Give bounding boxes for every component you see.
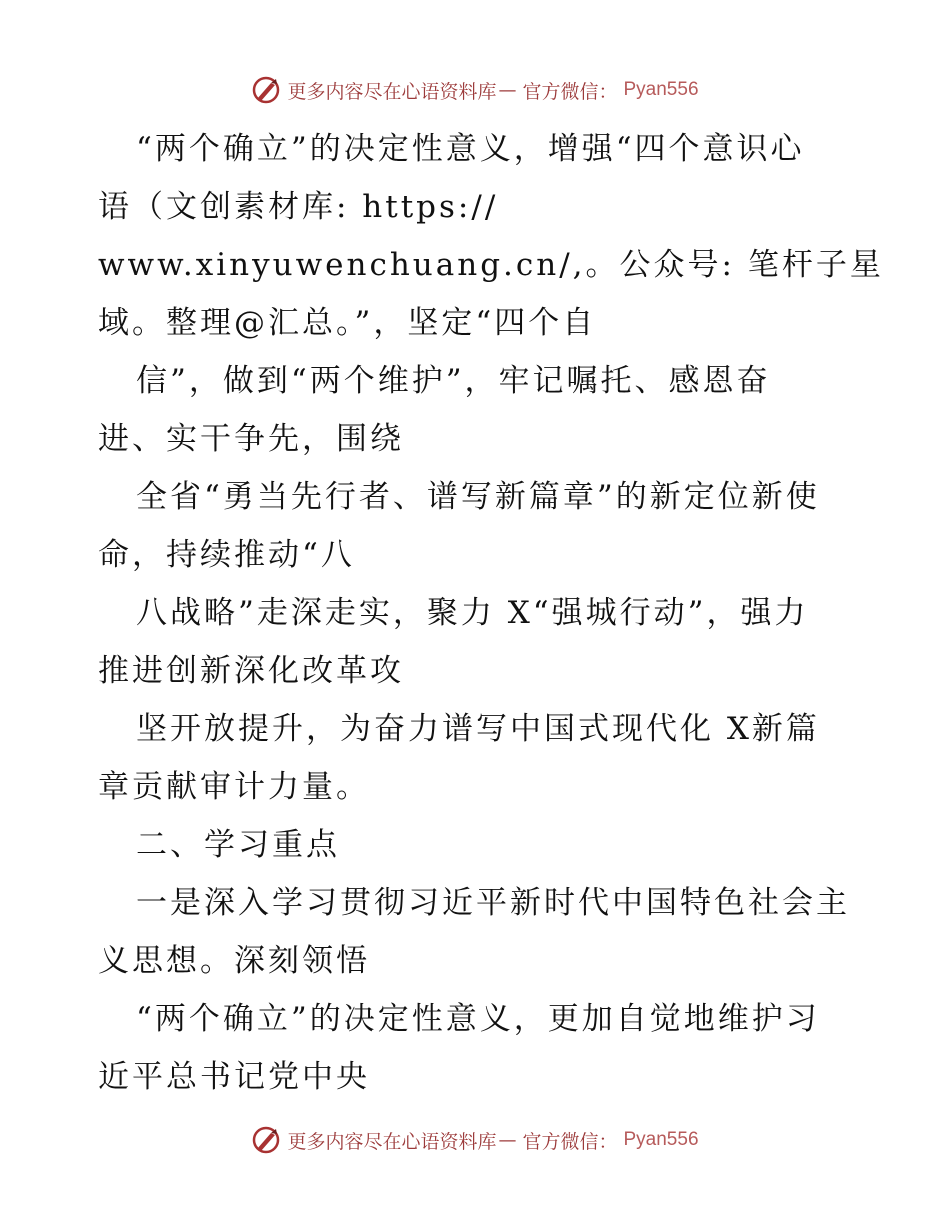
banner-label: 官方微信： xyxy=(522,1130,618,1153)
section-heading: 二、学习重点 xyxy=(136,827,340,863)
body-line: 八战略”走深走实，聚力 X“强城行动”，强力 xyxy=(136,595,809,631)
body-line: “两个确立”的决定性意义，增强“四个意识心 xyxy=(136,131,805,167)
body-line: 坚开放提升，为奋力谱写中国式现代化 X新篇 xyxy=(136,711,820,747)
body-line: 一是深入学习贯彻习近平新时代中国特色社会主 xyxy=(136,885,850,921)
banner-handle: Pyan556 xyxy=(623,1129,699,1150)
body-line: 域。整理@汇总。”，坚定“四个自 xyxy=(98,305,597,341)
footer-banner xyxy=(0,1120,950,1160)
body-line: 章贡献审计力量。 xyxy=(98,769,370,805)
pen-logo-icon xyxy=(251,75,281,105)
banner-label: 官方微信： xyxy=(522,80,618,103)
body-line: 近平总书记党中央 xyxy=(98,1059,370,1095)
body-line: www.xinyuwenchuang.cn/,。公众号: 笔杆子星 xyxy=(98,247,884,283)
body-line: 全省“勇当先行者、谱写新篇章”的新定位新使 xyxy=(136,479,820,515)
pen-logo-icon xyxy=(251,1125,281,1155)
banner-dash: — xyxy=(498,1129,517,1151)
banner-text: 更多内容尽在心语资料库 xyxy=(287,80,497,103)
body-line: 命，持续推动“八 xyxy=(98,537,355,573)
document-body xyxy=(98,120,884,1106)
body-line: 语（文创素材库: https:// xyxy=(98,189,499,225)
header-banner xyxy=(0,70,950,110)
banner-handle: Pyan556 xyxy=(623,79,699,100)
body-line: 进、实干争先，围绕 xyxy=(98,421,404,457)
body-line: 信”，做到“两个维护”，牢记嘱托、感恩奋 xyxy=(136,363,771,399)
body-line: 推进创新深化改革攻 xyxy=(98,653,404,689)
banner-text: 更多内容尽在心语资料库 xyxy=(287,1130,497,1153)
banner-dash: — xyxy=(498,79,517,101)
body-line: 义思想。深刻领悟 xyxy=(98,943,370,979)
body-line: “两个确立”的决定性意义，更加自觉地维护习 xyxy=(136,1001,820,1037)
